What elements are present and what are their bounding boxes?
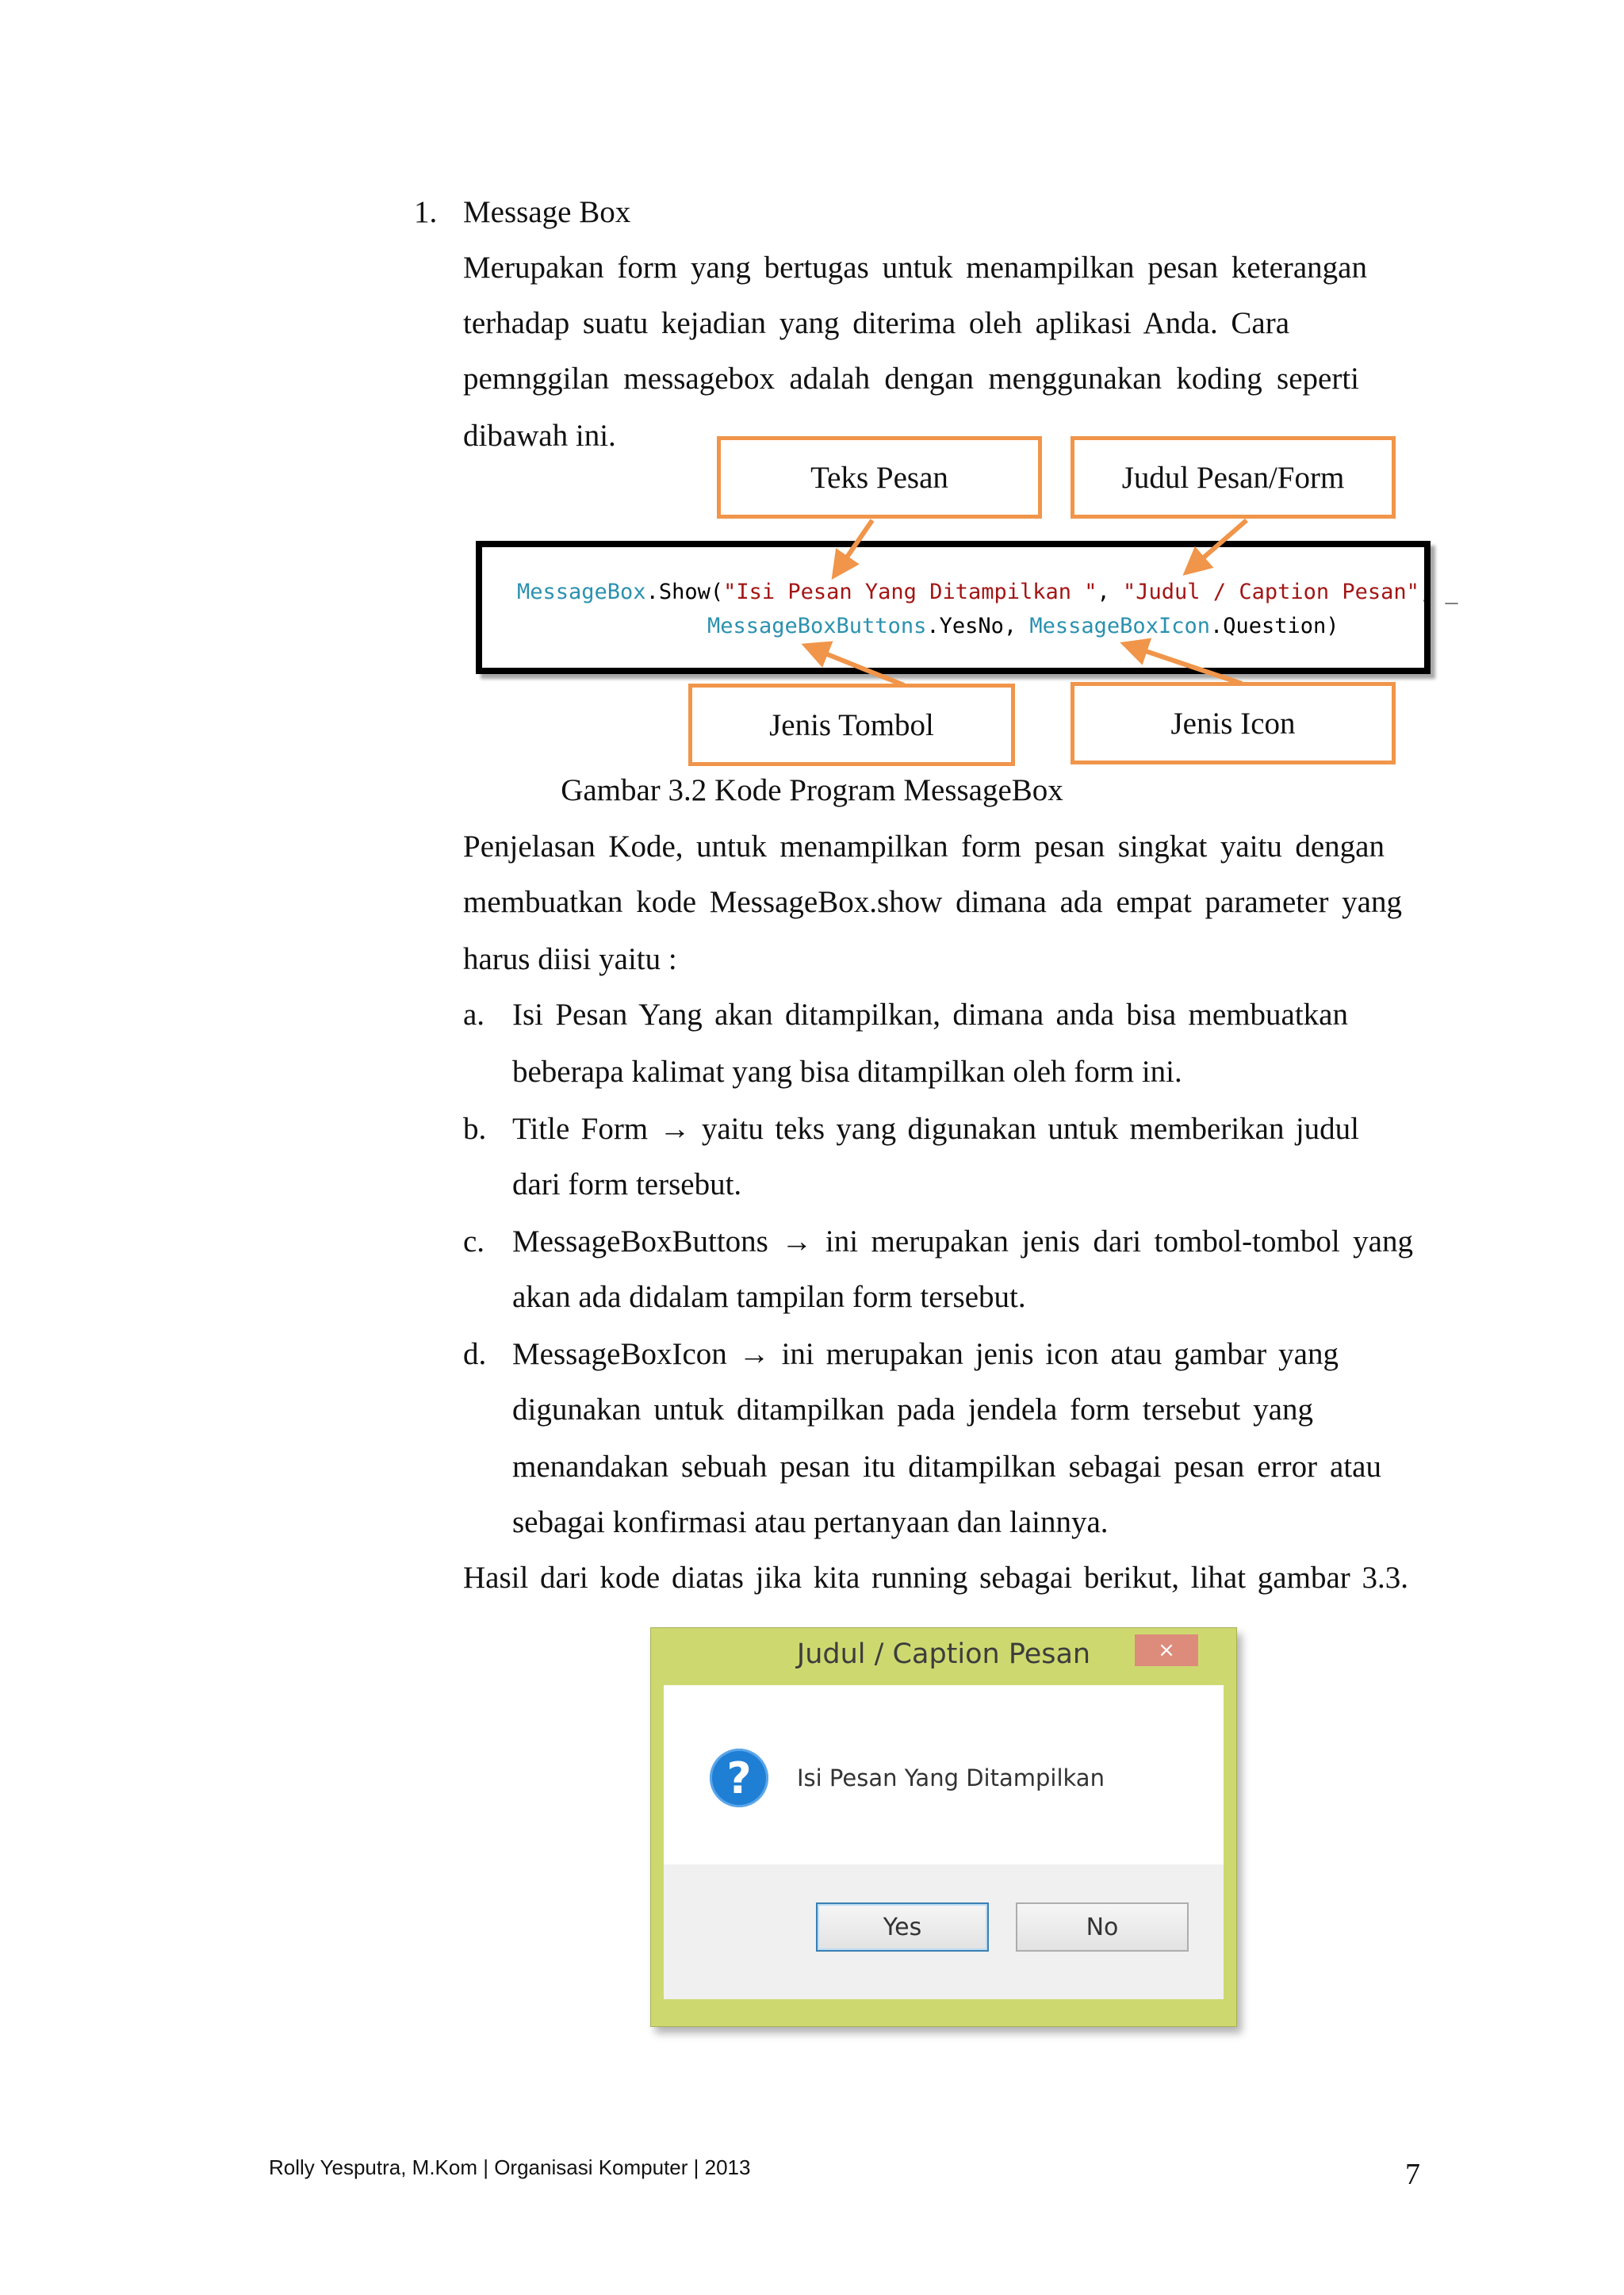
callout-jenis-tombol: Jenis Tombol — [688, 684, 1015, 766]
no-button[interactable]: No — [1016, 1902, 1189, 1952]
explanation-line-2: membuatkan kode MessageBox.show dimana ada empat parameter yang — [463, 885, 1402, 919]
explanation-line-1: Penjelasan Kode, untuk menampilkan form pesan singkat yaitu dengan — [463, 829, 1385, 864]
code-token: , _ — [1419, 580, 1458, 604]
intro-line-2: terhadap suatu kejadian yang diterima oleh aplikasi Anda. Cara — [463, 306, 1289, 340]
code-token: , — [1097, 580, 1124, 604]
question-icon: ? — [710, 1749, 768, 1807]
list-item-line: Isi Pesan Yang akan ditampilkan, dimana anda bisa membuatkan — [512, 998, 1348, 1032]
list-item-line: MessageBoxButtons → ini merupakan jenis dari tombol-tombol yang — [512, 1224, 1413, 1259]
list-item-line: beberapa kalimat yang bisa ditampilkan oleh form ini. — [512, 1055, 1182, 1089]
list-item-line: dari form tersebut. — [512, 1167, 742, 1201]
callout-teks-pesan: Teks Pesan — [717, 436, 1042, 519]
intro-line-3: pemnggilan messagebox adalah dengan menggunakan koding seperti — [463, 362, 1359, 396]
list-marker: b. — [463, 1112, 487, 1146]
figure-caption: Gambar 3.2 Kode Program MessageBox — [561, 773, 1063, 807]
code-token: .YesNo, — [926, 614, 1030, 638]
page-footer: Rolly Yesputra, M.Kom | Organisasi Komputer | 2013 — [269, 2155, 751, 2179]
code-token: .Question) — [1209, 614, 1339, 638]
dialog-message: Isi Pesan Yang Ditampilkan — [797, 1764, 1105, 1791]
dialog-title: Judul / Caption Pesan — [796, 1638, 1091, 1670]
code-snippet — [476, 541, 1458, 674]
dialog-body — [664, 1685, 1224, 1999]
code-token: MessageBoxIcon — [1029, 614, 1210, 638]
callout-jenis-icon: Jenis Icon — [1071, 682, 1396, 764]
section-title: Message Box — [463, 195, 631, 229]
yes-button[interactable]: Yes — [816, 1902, 989, 1952]
list-marker: c. — [463, 1224, 485, 1259]
list-item-line: digunakan untuk ditampilkan pada jendela form tersebut yang — [512, 1393, 1313, 1427]
list-item-line: MessageBoxIcon → ini merupakan jenis icon atau gambar yang — [512, 1337, 1339, 1371]
code-token: .Show( — [645, 580, 724, 604]
close-button[interactable]: × — [1135, 1634, 1198, 1666]
code-token: MessageBox — [517, 580, 646, 604]
list-marker: d. — [463, 1337, 487, 1371]
list-item-line: akan ada didalam tampilan form tersebut. — [512, 1280, 1026, 1314]
list-item-line: Title Form → yaitu teks yang digunakan untuk memberikan judul — [512, 1112, 1359, 1146]
callout-judul-pesan: Judul Pesan/Form — [1071, 436, 1396, 519]
code-token: "Judul / Caption Pesan" — [1123, 580, 1419, 604]
list-item-line: menandakan sebuah pesan itu ditampilkan sebagai pesan error atau — [512, 1450, 1381, 1484]
code-token: MessageBoxButtons — [707, 614, 927, 638]
page-number: 7 — [1405, 2158, 1420, 2191]
list-item-line: sebagai konfirmasi atau pertanyaan dan lainnya. — [512, 1505, 1109, 1539]
messagebox-dialog — [650, 1627, 1237, 2027]
result-line: Hasil dari kode diatas jika kita running sebagai berikut, lihat gambar 3.3. — [463, 1561, 1408, 1595]
list-marker: a. — [463, 998, 485, 1032]
section-number: 1. — [414, 195, 438, 229]
code-token: "Isi Pesan Yang Ditampilkan " — [723, 580, 1097, 604]
code-line-2 — [707, 615, 1339, 637]
code-line-1 — [517, 581, 1458, 603]
intro-line-1: Merupakan form yang bertugas untuk menampilkan pesan keterangan — [463, 251, 1367, 285]
intro-line-4: dibawah ini. — [463, 419, 616, 453]
explanation-line-3: harus diisi yaitu : — [463, 942, 677, 976]
